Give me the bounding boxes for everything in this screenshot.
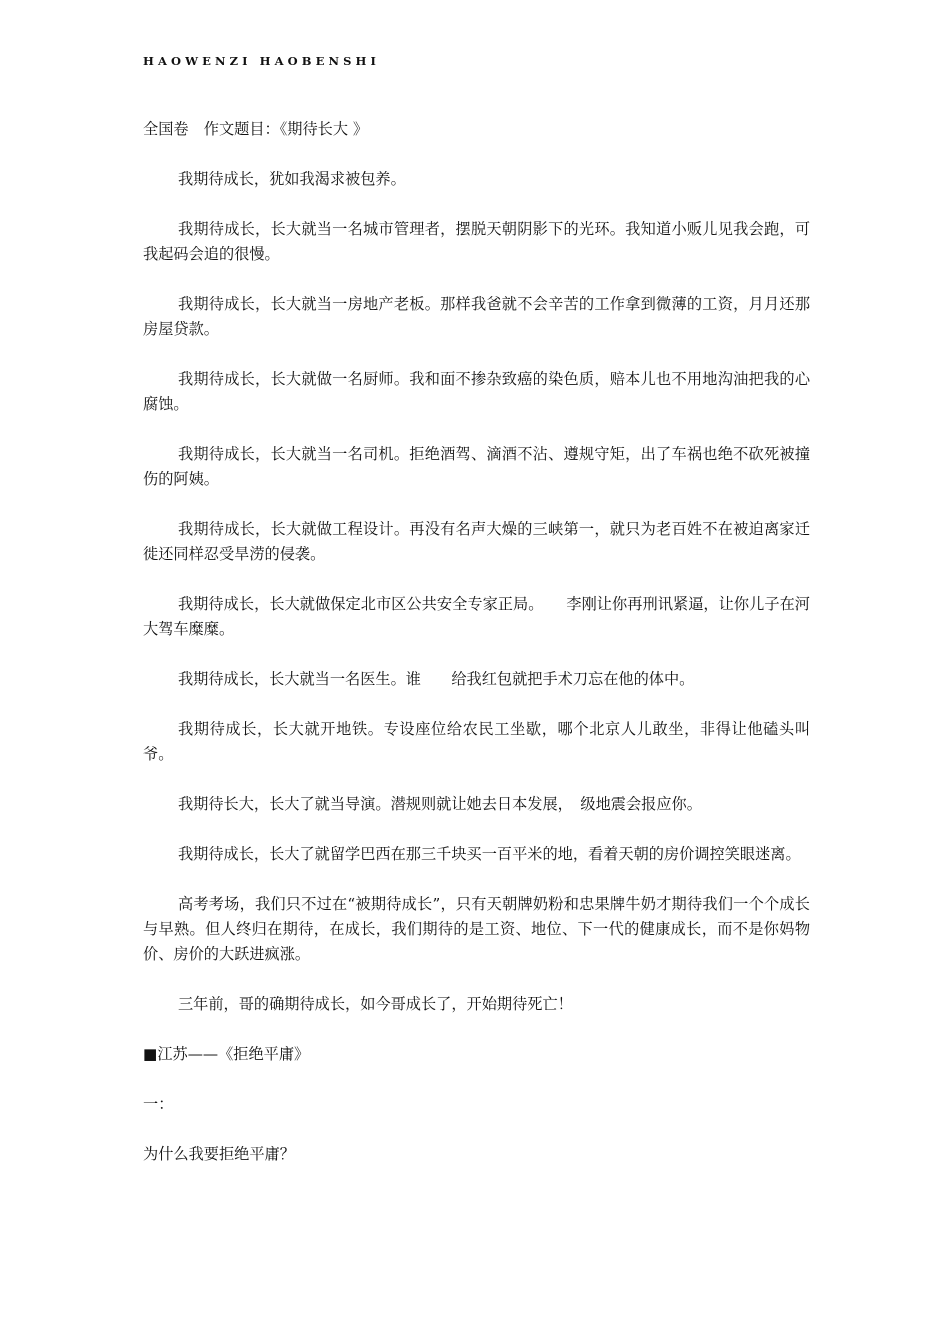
section-title: ■江苏——《拒绝平庸》 [143, 1045, 310, 1063]
paragraph: 我期待长大，长大了就当导演。潜规则就让她去日本发展， 级地震会报应你。 [177, 795, 702, 813]
paragraph: 三年前，哥的确期待成长，如今哥成长了，开始期待死亡！ [177, 995, 573, 1013]
paragraph: 高考考场，我们只不过在“被期待成长”，只有天朝牌奶粉和忠果牌牛奶才期待我们一个个成长与早熟。但人终归在期待，在成长，我们期待的是工资、地位、下一代的健康成长，而不是你妈物价、房价的大跃进疯涨。 [143, 895, 810, 963]
paragraph: 我期待成长，长大就开地铁。专设座位给农民工坐歇，哪个北京人儿敢坐，非得让他磕头叫爷。 [143, 720, 810, 763]
page-header: HAOWENZI HAOBENSHI [143, 54, 380, 68]
paragraph: 我期待成长，长大了就留学巴西在那三千块买一百平米的地，看着天朝的房价调控笑眼迷离。 [177, 845, 801, 863]
paragraph: 我期待成长，长大就做一名厨师。我和面不掺杂致癌的染色质，赔本儿也不用地沟油把我的心腐蚀。 [143, 370, 810, 413]
paragraph: 我期待成长，长大就当一名医生。谁 给我红包就把手术刀忘在他的体中。 [177, 670, 695, 688]
document-body [143, 117, 841, 1167]
essay-title-line: 全国卷 作文题目：《期待长大 》 [143, 120, 369, 138]
paragraph: 我期待成长，长大就当一名城市管理者，摆脱天朝阴影下的光环。我知道小贩儿见我会跑，可我起码会追的很慢。 [143, 220, 810, 263]
paragraph: 我期待成长，长大就做工程设计。再没有名声大燥的三峡第一，就只为老百姓不在被迫离家迁徙还同样忍受旱涝的侵袭。 [143, 520, 810, 563]
paragraph: 我期待成长，长大就做保定北市区公共安全专家正局。 李刚让你再刑讯紧逼，让你儿子在河大驾车糜糜。 [143, 595, 810, 638]
paragraph: 我期待成长，长大就当一名司机。拒绝酒驾、滴酒不沾、遵规守矩，出了车祸也绝不砍死被撞伤的阿姨。 [143, 445, 810, 488]
section-number: 一： [143, 1095, 174, 1113]
paragraph: 我期待成长，长大就当一房地产老板。那样我爸就不会辛苦的工作拿到微薄的工资，月月还那 房屋贷款。 [143, 295, 841, 338]
question-line: 为什么我要拒绝平庸？ [143, 1145, 295, 1163]
paragraph: 我期待成长，犹如我渴求被包养。 [177, 170, 406, 188]
